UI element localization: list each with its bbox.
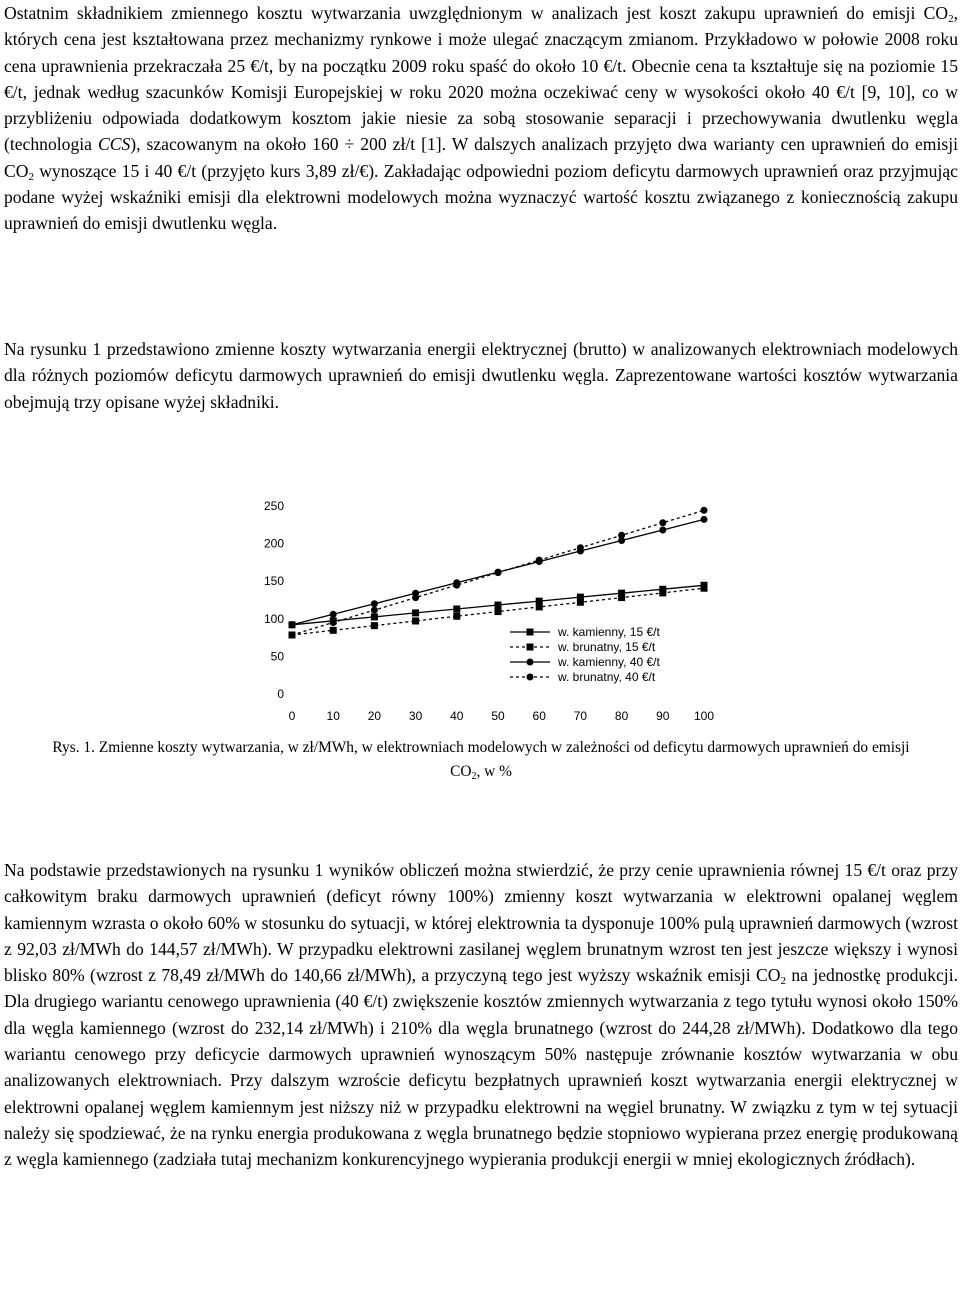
y-tick-label: 200	[263, 536, 284, 551]
data-point	[453, 613, 460, 620]
x-tick-label: 30	[408, 709, 423, 723]
x-tick-label: 0	[288, 709, 296, 723]
chart-series	[289, 507, 708, 639]
data-point	[577, 544, 584, 551]
data-point	[701, 507, 708, 514]
x-tick-label: 10	[326, 709, 340, 723]
p1-text-c: ), szacowanym na około 160 ÷ 200 zł/t [1]. W dalszych analizach przyjęto dwa warianty cen uprawnień do emisji CO	[4, 134, 958, 181]
data-point	[495, 569, 502, 576]
data-point	[659, 589, 666, 596]
data-point	[412, 617, 419, 624]
p1-text-a: Ostatnim składnikiem zmiennego kosztu wytwarzania uwzględnionym w analizach jest koszt zakupu uprawnień do emisji CO	[4, 3, 949, 23]
x-tick-label: 50	[491, 709, 505, 723]
p3-text-a: Na podstawie przedstawionych na rysunku 1 wyników obliczeń można stwierdzić, że przy cenie uprawnienia równej 15 €/t oraz przy całkowitym braku darmowych uprawnień (deficyt równy 100%) zmienny koszt wytwarzania w elektrowni opalanej węglem kamiennym wzrasta o około 60% w stosunku do sytuacji, w której elektrownia ta dysponuje 100% pulą uprawnień darmowych (wzrost z 92,03 zł/MWh do 144,57 zł/MWh). W przypadku elektrowni zasilanej węglem brunatnym wzrost ten jest jeszcze większy i wynosi blisko 80% (wzrost z 78,49 zł/MWh do 140,66 zł/MWh), a przyczyną tego jest wyższy wskaźnik emisji CO	[4, 860, 958, 986]
data-point	[371, 600, 378, 607]
data-point	[495, 602, 502, 609]
data-point	[330, 627, 337, 634]
x-tick-label: 70	[573, 709, 588, 723]
paragraph-1	[4, 0, 958, 237]
legend-label: w. kamienny, 40 €/t	[558, 655, 660, 669]
paragraph-3	[4, 857, 958, 1173]
data-point	[618, 594, 625, 601]
data-point	[453, 582, 460, 589]
p1-text-b: , których cena jest kształtowana przez mechanizmy rynkowe i może ulegać znaczącym zmianom. Przykładowo w połowie 2008 roku cena uprawnienia przekraczała 25 €/t, by na początku 2009 roku spaść do około 10 €/t. Obecnie cena ta kształtuje się na poziomie 15 €/t, jednak według szacunków Komisji Europejskiej w roku 2020 można oczekiwać ceny w wysokości około 40 €/t [9, 10], co w przybliżeniu odpowiada dodatkowym kosztom jakie niesie za sobą stosowanie separacji i przechowywania dwutlenku węgla (technologia	[4, 3, 958, 155]
data-point	[371, 622, 378, 629]
data-point	[412, 594, 419, 601]
caption-text-a: Rys. 1. Zmienne koszty wytwarzania, w zł/MWh, w elektrowniach modelowych w zależności od deficytu darmowych uprawnień do emisji CO	[52, 739, 910, 780]
y-tick-label: 250	[263, 499, 284, 513]
ccs-term: CCS	[97, 134, 131, 155]
data-point	[659, 526, 666, 533]
y-tick-label: 150	[263, 574, 284, 589]
chart-legend	[510, 625, 660, 684]
data-point	[618, 532, 625, 539]
x-tick-label: 90	[656, 709, 670, 723]
data-point	[536, 557, 543, 564]
data-point	[412, 609, 419, 616]
data-point	[495, 608, 502, 615]
series-1	[289, 582, 708, 629]
legend-marker	[527, 659, 534, 666]
x-tick-label: 40	[450, 709, 464, 723]
data-point	[330, 611, 337, 618]
legend-label: w. brunatny, 15 €/t	[558, 640, 656, 654]
data-point	[701, 585, 708, 592]
y-tick-label: 100	[263, 611, 284, 626]
p1-text-d: wynoszące 15 i 40 €/t (przyjęto kurs 3,89 zł/€). Zakładając odpowiedni poziom deficytu darmowych uprawnień oraz przyjmując podane wyżej wskaźniki emisji dla elektrowni modelowych można wyznaczyć wartość kosztu związanego z koniecznością zakupu uprawnień do emisji dwutlenku węgla.	[4, 160, 958, 234]
caption-text-b: , w %	[476, 763, 512, 780]
x-tick-label: 20	[367, 709, 382, 723]
data-point	[536, 603, 543, 610]
legend-label: w. kamienny, 15 €/t	[558, 625, 660, 639]
co2-subscript: 2	[780, 975, 786, 988]
data-point	[659, 519, 666, 526]
co2-subscript: 2	[471, 771, 477, 782]
data-point	[453, 606, 460, 613]
data-point	[701, 516, 708, 523]
paragraph-2: Na rysunku 1 przedstawiono zmienne koszty wytwarzania energii elektrycznej (brutto) w analizowanych elektrowniach modelowych dla różnych poziomów deficytu darmowych uprawnień do emisji dwutlenku węgla. Zaprezentowane wartości kosztów wytwarzania obejmują trzy opisane wyżej składniki.	[4, 339, 958, 412]
data-point	[289, 631, 296, 638]
y-tick-label: 50	[270, 649, 284, 664]
data-point	[371, 613, 378, 620]
x-tick-label: 80	[614, 709, 629, 723]
y-tick-label: 0	[277, 687, 284, 701]
figure-caption	[40, 736, 922, 784]
data-point	[577, 599, 584, 606]
x-tick-label: 100	[693, 709, 715, 723]
data-point	[330, 619, 337, 626]
legend-marker	[527, 674, 534, 681]
chart-axes	[264, 499, 714, 723]
data-point	[371, 607, 378, 614]
x-tick-label: 60	[532, 709, 546, 723]
legend-label: w. brunatny, 40 €/t	[558, 670, 656, 684]
data-point	[289, 621, 296, 628]
co2-subscript: 2	[948, 13, 954, 25]
legend-marker	[527, 629, 534, 636]
co2-subscript: 2	[28, 170, 34, 183]
p3-text-b: na jednostkę produkcji. Dla drugiego wariantu cenowego uprawnienia (40 €/t) zwiększenie kosztów zmiennych wytwarzania z tego tytułu wynosi około 150% dla węgla kamiennego (wzrost do 232,14 zł/MWh) i 210% dla węgla brunatnego (wzrost do 244,28 zł/MWh). Dodatkowo dla tego wariantu cenowego przy deficycie darmowych uprawnień wynoszącym 50% następuje zrównanie kosztów wytwarzania w obu analizowanych elektrowniach. Przy dalszym wzroście deficytu bezpłatnych uprawnień koszt wytwarzania energii elektrycznej w elektrowni opalanej węglem kamiennym jest niższy niż w przypadku elektrowni na węgiel brunatny. W związku z tym w tej sytuacji należy się spodziewać, że na rynku energia produkowana z węgla brunatnego będzie stopniowo wypierana przez energię produkowaną z węgla kamiennego (zadziała tutaj mechanizm konkurencyjnego wypierania produkcji energii w mniej ekologicznych źródłach).	[4, 965, 958, 1170]
cost-chart	[248, 496, 720, 730]
legend-marker	[527, 644, 534, 651]
